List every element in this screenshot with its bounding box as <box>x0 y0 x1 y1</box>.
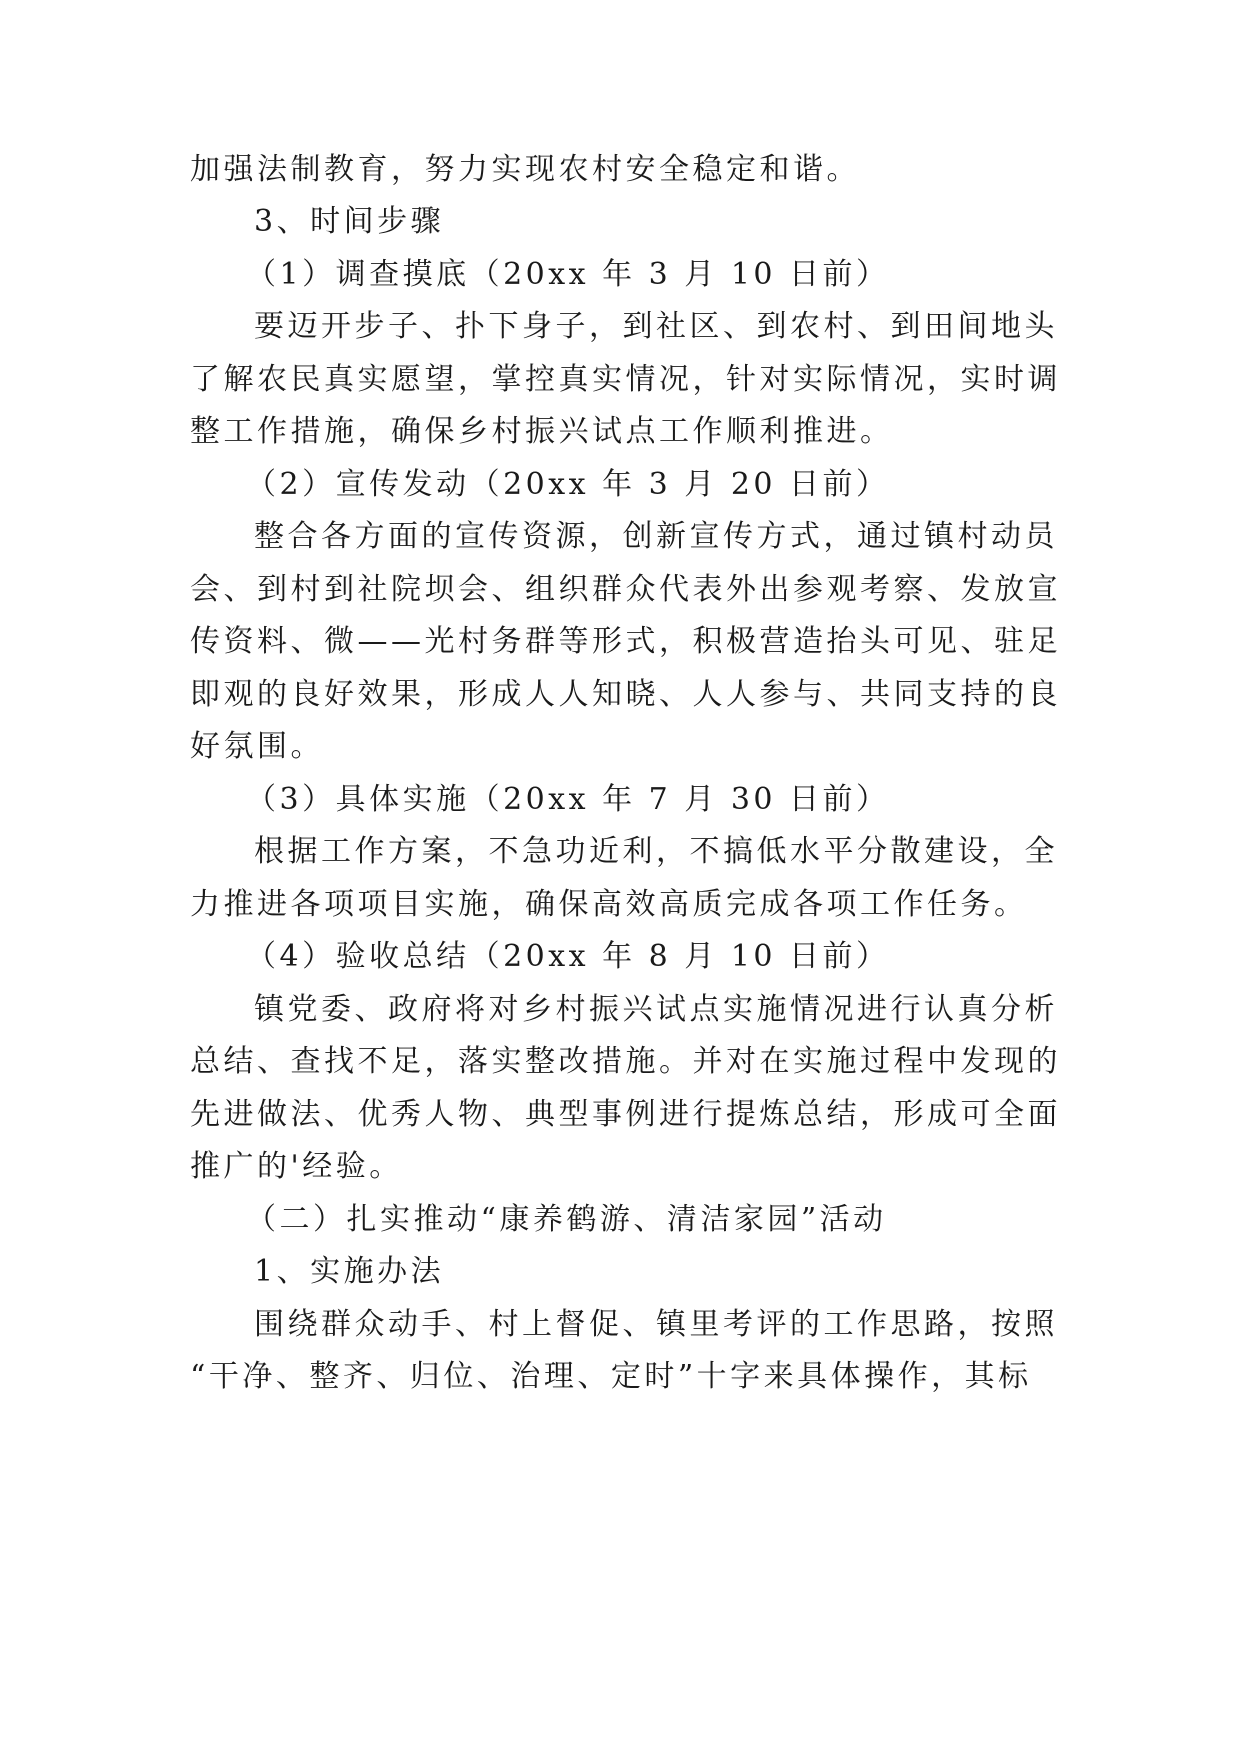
section-heading: （二）扎实推动“康养鹤游、清洁家园”活动 <box>246 1202 887 1237</box>
paragraph-line: 推广的'经验。 <box>190 1149 403 1184</box>
paragraph-line: 好氛围。 <box>190 729 324 764</box>
paragraph-line: 整合各方面的宣传资源，创新宣传方式，通过镇村动员 <box>254 519 1058 554</box>
paragraph-line: 力推进各项项目实施，确保高效高质完成各项工作任务。 <box>190 887 1028 922</box>
step-heading: （3）具体实施（20xx 年 7 月 30 日前） <box>246 782 890 817</box>
paragraph-line: 会、到村到社院坝会、组织群众代表外出参观考察、发放宣 <box>190 572 1061 607</box>
paragraph-line: 总结、查找不足，落实整改措施。并对在实施过程中发现的 <box>190 1044 1061 1079</box>
paragraph-line: 即观的良好效果，形成人人知晓、人人参与、共同支持的良 <box>190 677 1061 712</box>
paragraph-line: “干净、整齐、归位、治理、定时”十字来具体操作，其标 <box>190 1359 1032 1394</box>
step-heading: （4）验收总结（20xx 年 8 月 10 日前） <box>246 939 890 974</box>
paragraph-line: 整工作措施，确保乡村振兴试点工作顺利推进。 <box>190 414 894 449</box>
paragraph-line: 先进做法、优秀人物、典型事例进行提炼总结，形成可全面 <box>190 1097 1061 1132</box>
section-heading: 1、实施办法 <box>254 1254 445 1289</box>
paragraph-line: 围绕群众动手、村上督促、镇里考评的工作思路，按照 <box>254 1307 1058 1342</box>
step-heading: （2）宣传发动（20xx 年 3 月 20 日前） <box>246 467 890 502</box>
paragraph-line: 根据工作方案，不急功近利，不搞低水平分散建设，全 <box>254 834 1058 869</box>
paragraph-line: 了解农民真实愿望，掌控真实情况，针对实际情况，实时调 <box>190 362 1061 397</box>
paragraph-line: 镇党委、政府将对乡村振兴试点实施情况进行认真分析 <box>254 992 1058 1027</box>
paragraph-line: 要迈开步子、扑下身子，到社区、到农村、到田间地头 <box>254 309 1058 344</box>
step-heading: （1）调查摸底（20xx 年 3 月 10 日前） <box>246 257 890 292</box>
paragraph-line: 传资料、微——光村务群等形式，积极营造抬头可见、驻足 <box>190 624 1061 659</box>
paragraph-line: 加强法制教育，努力实现农村安全稳定和谐。 <box>190 152 860 187</box>
section-heading: 3、时间步骤 <box>254 204 445 239</box>
